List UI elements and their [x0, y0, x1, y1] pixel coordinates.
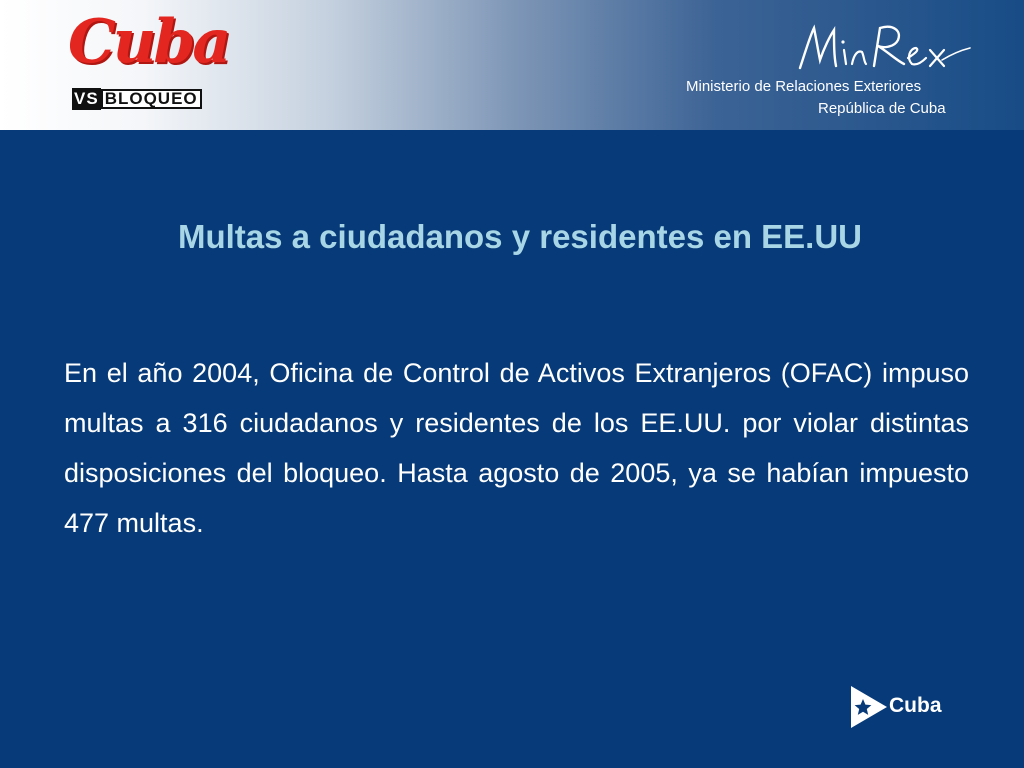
logo-subtitle — [72, 88, 202, 110]
slide-title: Multas a ciudadanos y residentes en EE.UU — [177, 218, 863, 255]
footer-flag-star-icon — [849, 684, 889, 730]
footer-cuba-logo — [849, 684, 949, 730]
minrex-signature-icon — [792, 20, 972, 76]
header-band — [0, 0, 1024, 130]
country-name: República de Cuba — [818, 100, 946, 117]
slide-body-text: En el año 2004, Oficina de Control de Activos Extranjeros (OFAC) impuso multas a 316 ciudadanos y residentes de los EE.UU. por violar distintas disposiciones del bloqueo. Hasta agosto de 2005, ya se habían impuesto 477 multas. — [64, 358, 969, 538]
cuba-vs-bloqueo-logo — [66, 7, 229, 118]
footer-logo-label: Cuba — [889, 694, 942, 717]
logo-vs: VS — [74, 89, 99, 108]
minrex-logo — [686, 20, 986, 120]
ministry-name: Ministerio de Relaciones Exteriores — [686, 78, 922, 95]
logo-bloqueo: BLOQUEO — [101, 89, 202, 109]
logo-cuba-word: Cuba — [68, 7, 229, 77]
